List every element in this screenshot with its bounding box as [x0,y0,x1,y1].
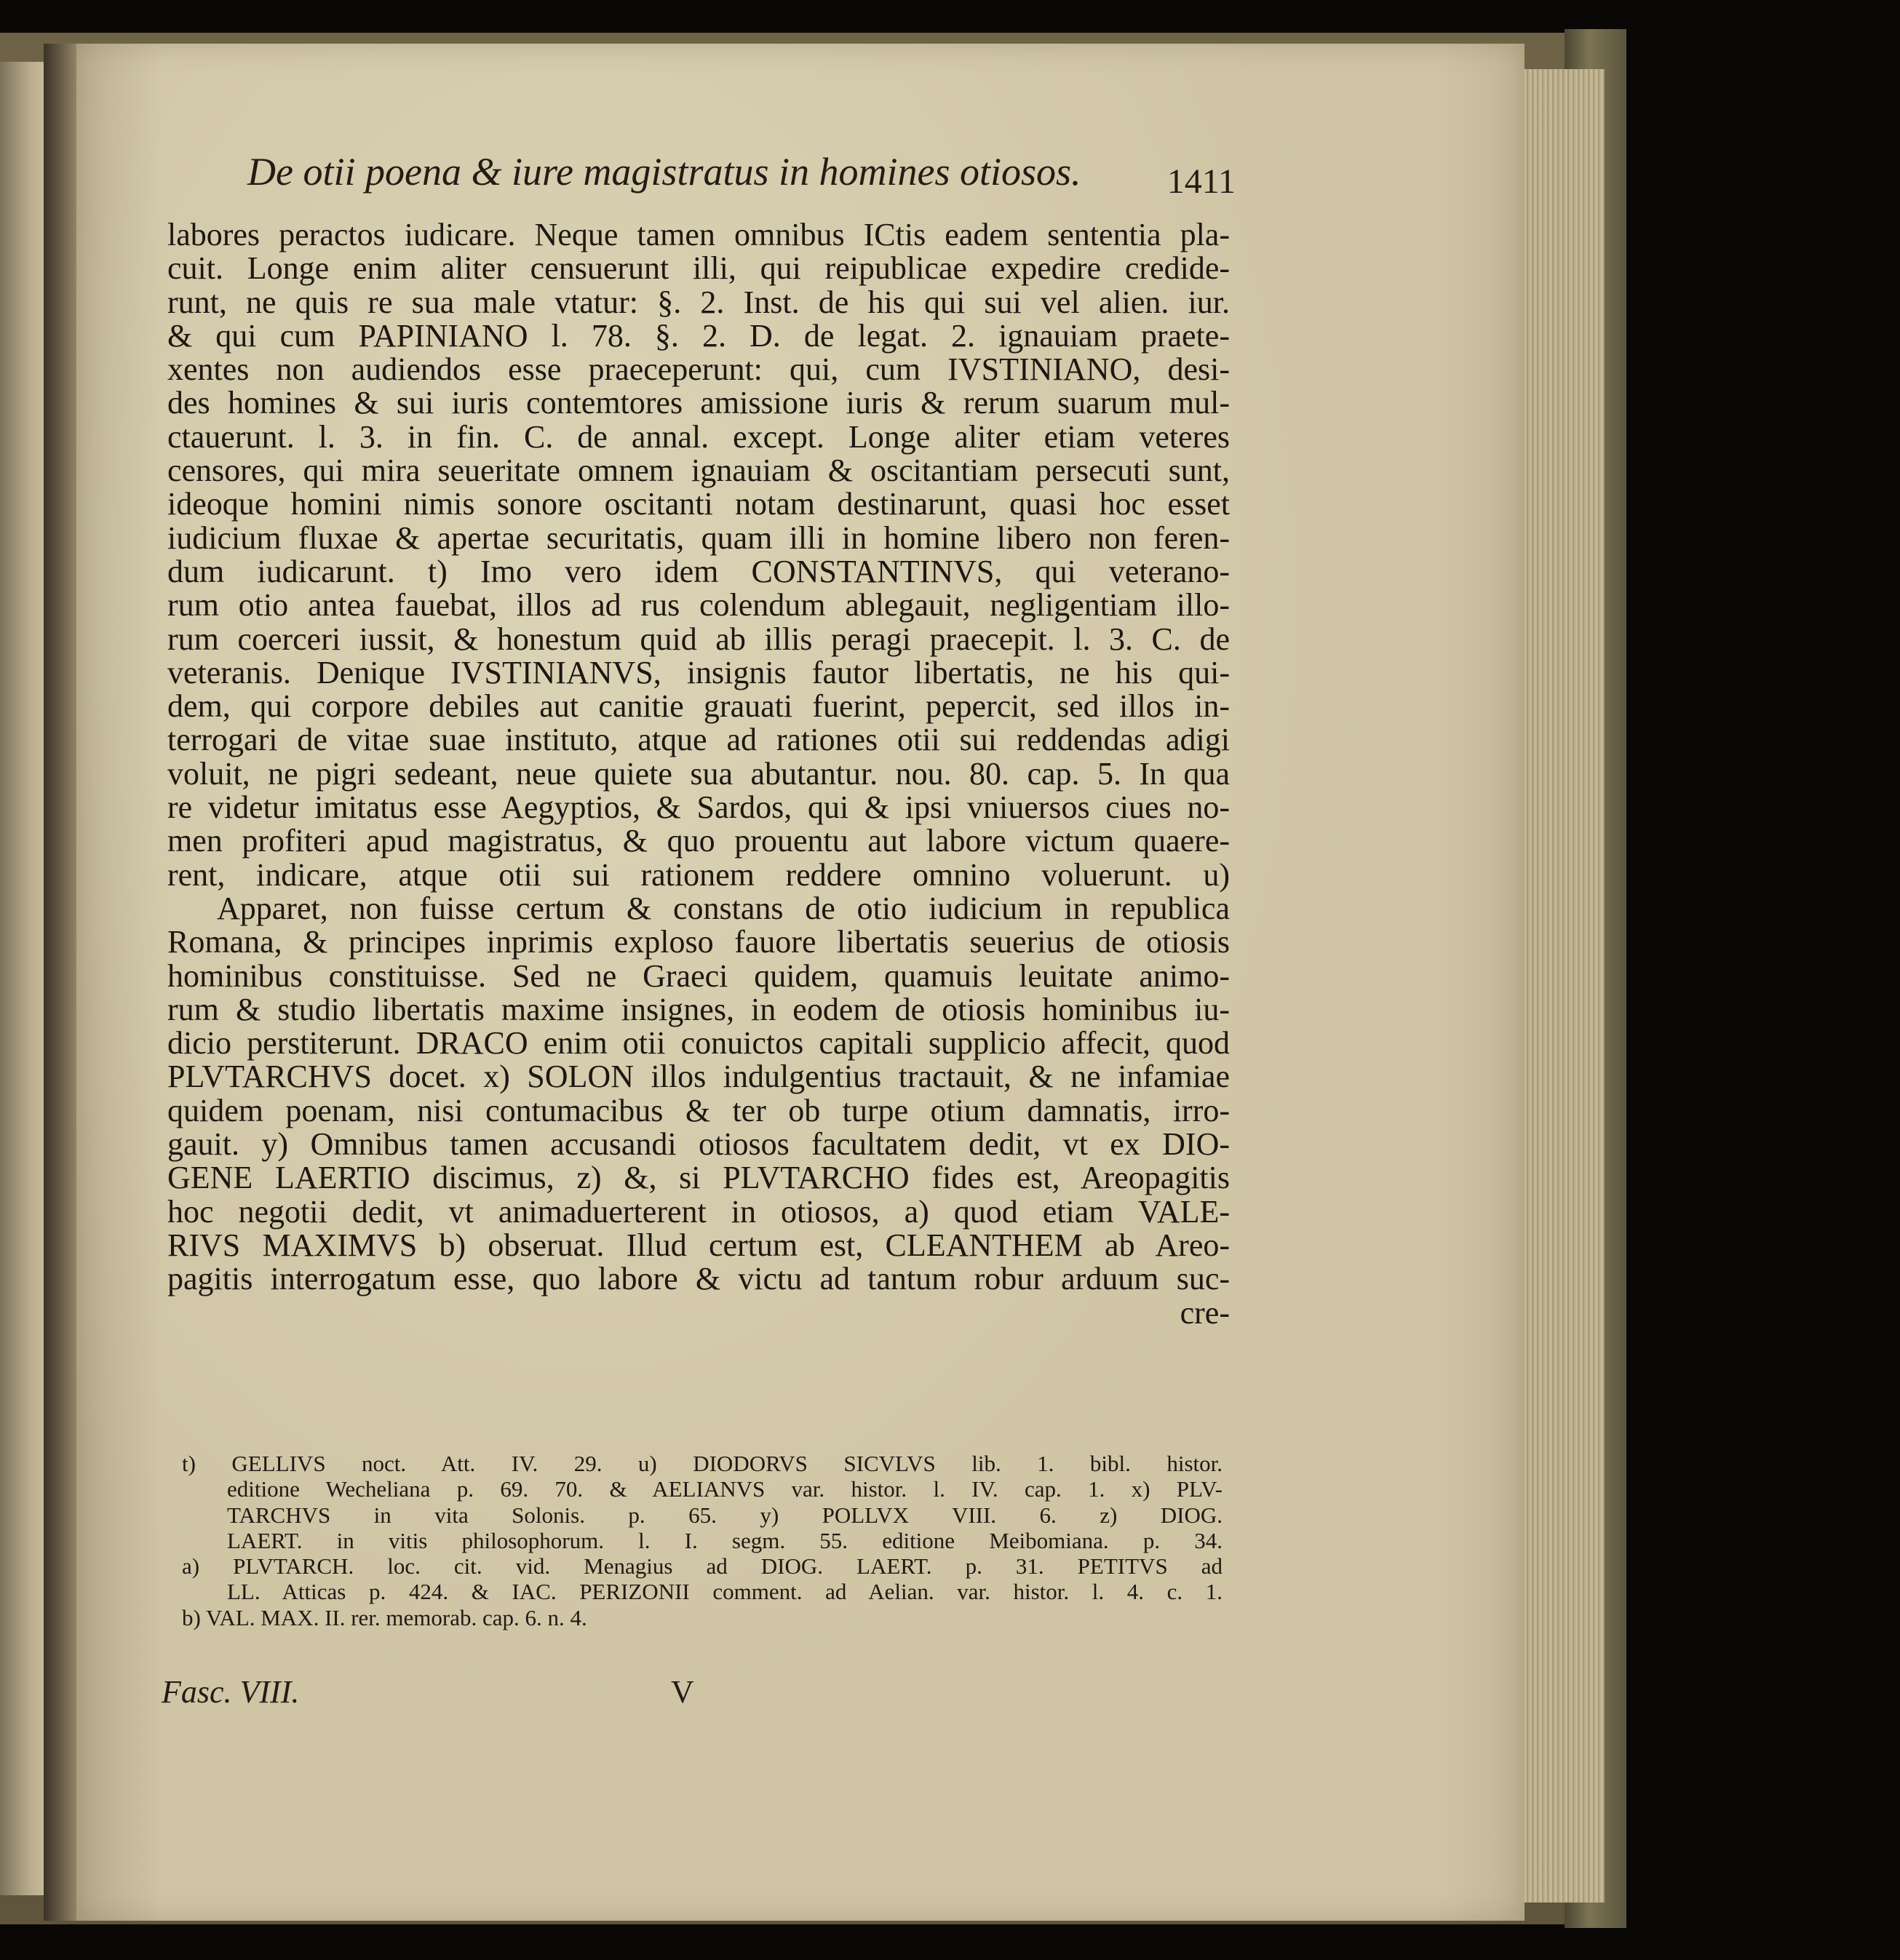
page-number: 1411 [1166,162,1236,201]
page-edges [1514,69,1605,1903]
paragraph-start-line: Apparet, non fuisse certum & constans de otio iudicium in republica [217,890,1230,926]
footnote-line: t) GELLIVS noct. Att. IV. 29. u) DIODORVS SICVLVS lib. 1. bibl. histor. [182,1451,1223,1476]
body-line: ctauerunt. l. 3. in fin. C. de annal. except. Longe aliter etiam veteres [167,418,1230,455]
body-line: voluit, ne pigri sedeant, neue quiete sua abutantur. nou. 80. cap. 5. In qua [167,755,1230,792]
body-line: rum coerceri iussit, & honestum quid ab illis peragi praecepit. l. 3. C. de [167,621,1230,657]
body-line: quidem poenam, nisi contumacibus & ter ob turpe otium damnatis, irro- [167,1092,1230,1128]
signature-mark: V [671,1674,694,1710]
body-line: men profiteri apud magistratus, & quo prouentu aut labore victum quaere- [167,823,1230,859]
body-line: re videtur imitatus esse Aegyptios, & Sardos, qui & ipsi vniuersos ciues no- [167,789,1230,826]
body-line: veteranis. Denique IVSTINIANVS, insignis fautor libertatis, ne his qui- [167,654,1230,690]
body-line: censores, qui mira seueritate omnem ignauiam & oscitantiam persecuti sunt, [167,453,1230,489]
footnote-line: TARCHVS in vita Solonis. p. 65. y) POLLVX VIII. 6. z) DIOG. [227,1502,1223,1528]
body-line: PLVTARCHVS docet. x) SOLON illos indulgentius tractauit, & ne infamiae [167,1059,1230,1095]
body-line: Romana, & principes inprimis exploso fauore libertatis seuerius de otiosis [167,924,1230,960]
body-line: labores peractos iudicare. Neque tamen omnibus ICtis eadem sententia pla- [167,217,1230,252]
footnotes [182,1451,1223,1630]
body-line: dicio perstiterunt. DRACO enim otii conuictos capitali supplicio affecit, quod [167,1025,1230,1061]
body-line: hominibus constituisse. Sed ne Graeci quidem, quamuis leuitate animo- [167,957,1230,994]
body-line: hoc negotii dedit, vt animaduerterent in otiosos, a) quod etiam VALE- [167,1193,1230,1230]
body-line: des homines & sui iuris contemtores amissione iuris & rerum suarum mul- [167,385,1230,421]
body-line: rum otio antea fauebat, illos ad rus colendum ablegauit, negligentiam illo- [167,587,1230,624]
body-line: terrogari de vitae suae instituto, atque ad rationes otii sui reddendas adigi [167,722,1230,758]
body-line: xentes non audiendos esse praeceperunt: qui, cum IVSTINIANO, desi- [167,351,1230,388]
footnote-line: LL. Atticas p. 424. & IAC. PERIZONII comment. ad Aelian. var. histor. l. 4. c. 1. [227,1579,1223,1605]
body-text [167,218,1230,1330]
body-line: pagitis interrogatum esse, quo labore & victu ad tantum robur arduum suc- [167,1261,1230,1297]
body-line: dem, qui corpore debiles aut canitie grauati fuerint, pepercit, sed illos in- [167,688,1230,725]
body-line: cuit. Longe enim aliter censuerunt illi, qui reipublicae expedire credide- [167,250,1230,287]
footnote-line: b) VAL. MAX. II. rer. memorab. cap. 6. n. 4. [182,1604,587,1630]
body-line: GENE LAERTIO discimus, z) &, si PLVTARCHO fides est, Areopagitis [167,1160,1230,1196]
body-line: rent, indicare, atque otii sui rationem reddere omnino voluerunt. u) [167,856,1230,893]
footnote-line: a) PLVTARCH. loc. cit. vid. Menagius ad DIOG. LAERT. p. 31. PETITVS ad [182,1553,1223,1579]
footnote-line: LAERT. in vitis philosophorum. l. I. segm. 55. editione Meibomiana. p. 34. [227,1527,1223,1553]
catchword: cre- [1180,1294,1230,1331]
body-line: gauit. y) Omnibus tamen accusandi otiosos facultatem dedit, vt ex DIO- [167,1126,1230,1163]
footnote-line: editione Wecheliana p. 69. 70. & AELIANVS var. histor. l. IV. cap. 1. x) PLV- [227,1476,1223,1502]
body-line: runt, ne quis re sua male vtatur: §. 2. Inst. de his qui sui vel alien. iur. [167,284,1230,320]
body-line: & qui cum PAPINIANO l. 78. §. 2. D. de legat. 2. ignauiam praete- [167,317,1230,354]
body-line: iudicium fluxae & apertae securitatis, quam illi in homine libero non feren- [167,519,1230,556]
fascicle-signature: Fasc. VIII. [162,1674,300,1710]
body-line: rum & studio libertatis maxime insignes, in eodem de otiosis hominibus iu- [167,991,1230,1027]
body-line: ideoque homini nimis sonore oscitanti notam destinarunt, quasi hoc esset [167,486,1230,522]
running-head: De otii poena & iure magistratus in homines otiosos. [247,150,1081,194]
body-line: dum iudicarunt. t) Imo vero idem CONSTANTINVS, qui veterano- [167,553,1230,589]
body-line: RIVS MAXIMVS b) obseruat. Illud certum est, CLEANTHEM ab Areo- [167,1227,1230,1263]
